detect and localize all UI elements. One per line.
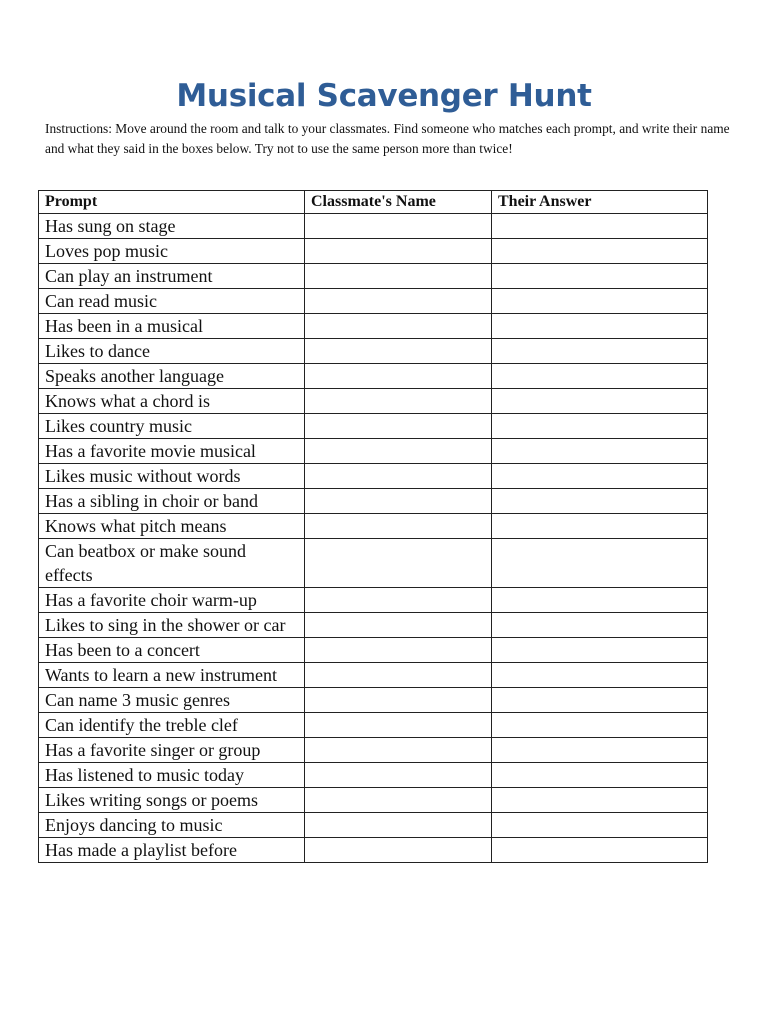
their-answer-cell[interactable] [492,214,708,239]
classmate-name-cell[interactable] [305,439,492,464]
their-answer-cell[interactable] [492,264,708,289]
classmate-name-cell[interactable] [305,489,492,514]
table-row [39,464,708,489]
page-title: Musical Scavenger Hunt [176,78,592,114]
classmate-name-cell[interactable] [305,613,492,638]
prompt-cell: Loves pop music [39,239,305,264]
prompt-cell: Knows what pitch means [39,514,305,539]
classmate-name-cell[interactable] [305,788,492,813]
classmate-name-cell[interactable] [305,389,492,414]
classmate-name-cell[interactable] [305,688,492,713]
prompt-cell: Can beatbox or make sound effects [39,539,305,588]
table-row [39,514,708,539]
their-answer-cell[interactable] [492,813,708,838]
their-answer-cell[interactable] [492,539,708,588]
table-row [39,813,708,838]
table-header-row [39,191,708,214]
prompt-cell: Can identify the treble clef [39,713,305,738]
classmate-name-cell[interactable] [305,214,492,239]
table-row [39,364,708,389]
classmate-name-cell[interactable] [305,239,492,264]
prompt-cell: Likes to sing in the shower or car [39,613,305,638]
scavenger-hunt-table [38,190,708,863]
their-answer-cell[interactable] [492,788,708,813]
table-row [39,389,708,414]
classmate-name-cell[interactable] [305,588,492,613]
table-row [39,339,708,364]
classmate-name-cell[interactable] [305,339,492,364]
their-answer-cell[interactable] [492,588,708,613]
their-answer-cell[interactable] [492,439,708,464]
table-row [39,439,708,464]
table-row [39,588,708,613]
their-answer-cell[interactable] [492,663,708,688]
their-answer-cell[interactable] [492,489,708,514]
classmate-name-cell[interactable] [305,638,492,663]
prompt-cell: Has a sibling in choir or band [39,489,305,514]
table-row [39,214,708,239]
table-row [39,264,708,289]
their-answer-cell[interactable] [492,364,708,389]
classmate-name-cell[interactable] [305,539,492,588]
their-answer-cell[interactable] [492,638,708,663]
column-header-prompt: Prompt [39,191,305,214]
their-answer-cell[interactable] [492,339,708,364]
classmate-name-cell[interactable] [305,838,492,863]
prompt-cell: Has a favorite movie musical [39,439,305,464]
their-answer-cell[interactable] [492,613,708,638]
table-body [39,214,708,863]
classmate-name-cell[interactable] [305,364,492,389]
prompt-cell: Has made a playlist before [39,838,305,863]
their-answer-cell[interactable] [492,838,708,863]
prompt-cell: Has been in a musical [39,314,305,339]
prompt-cell: Can play an instrument [39,264,305,289]
their-answer-cell[interactable] [492,414,708,439]
prompt-cell: Has a favorite singer or group [39,738,305,763]
classmate-name-cell[interactable] [305,289,492,314]
classmate-name-cell[interactable] [305,713,492,738]
classmate-name-cell[interactable] [305,763,492,788]
prompt-cell: Enjoys dancing to music [39,813,305,838]
table-row [39,713,708,738]
their-answer-cell[interactable] [492,763,708,788]
classmate-name-cell[interactable] [305,514,492,539]
classmate-name-cell[interactable] [305,738,492,763]
column-header-classmate-name: Classmate's Name [305,191,492,214]
instructions-text: Instructions: Move around the room and talk to your classmates. Find someone who matches each prompt, and write their name and what they said in the boxes below. Try not to use the same person more than twice! [45,121,730,156]
classmate-name-cell[interactable] [305,663,492,688]
their-answer-cell[interactable] [492,239,708,264]
table-row [39,239,708,264]
classmate-name-cell[interactable] [305,464,492,489]
prompt-cell: Likes music without words [39,464,305,489]
table-row [39,688,708,713]
prompt-cell: Likes writing songs or poems [39,788,305,813]
their-answer-cell[interactable] [492,289,708,314]
table-row [39,414,708,439]
prompt-cell: Has sung on stage [39,214,305,239]
their-answer-cell[interactable] [492,713,708,738]
prompt-cell: Has a favorite choir warm-up [39,588,305,613]
prompt-cell: Has been to a concert [39,638,305,663]
classmate-name-cell[interactable] [305,414,492,439]
their-answer-cell[interactable] [492,738,708,763]
their-answer-cell[interactable] [492,688,708,713]
prompt-cell: Likes to dance [39,339,305,364]
prompt-cell: Knows what a chord is [39,389,305,414]
table-row [39,788,708,813]
prompt-cell: Wants to learn a new instrument [39,663,305,688]
table-row [39,638,708,663]
table-row [39,663,708,688]
their-answer-cell[interactable] [492,464,708,489]
classmate-name-cell[interactable] [305,314,492,339]
classmate-name-cell[interactable] [305,813,492,838]
table-row [39,613,708,638]
table-row [39,314,708,339]
prompt-cell: Speaks another language [39,364,305,389]
prompt-cell: Likes country music [39,414,305,439]
table-row [39,738,708,763]
table-row [39,838,708,863]
classmate-name-cell[interactable] [305,264,492,289]
table-row [39,289,708,314]
their-answer-cell[interactable] [492,314,708,339]
their-answer-cell[interactable] [492,514,708,539]
table-row [39,763,708,788]
table-row [39,489,708,514]
prompt-cell: Can name 3 music genres [39,688,305,713]
prompt-cell: Can read music [39,289,305,314]
table-row [39,539,708,588]
column-header-their-answer: Their Answer [492,191,708,214]
prompt-cell: Has listened to music today [39,763,305,788]
their-answer-cell[interactable] [492,389,708,414]
